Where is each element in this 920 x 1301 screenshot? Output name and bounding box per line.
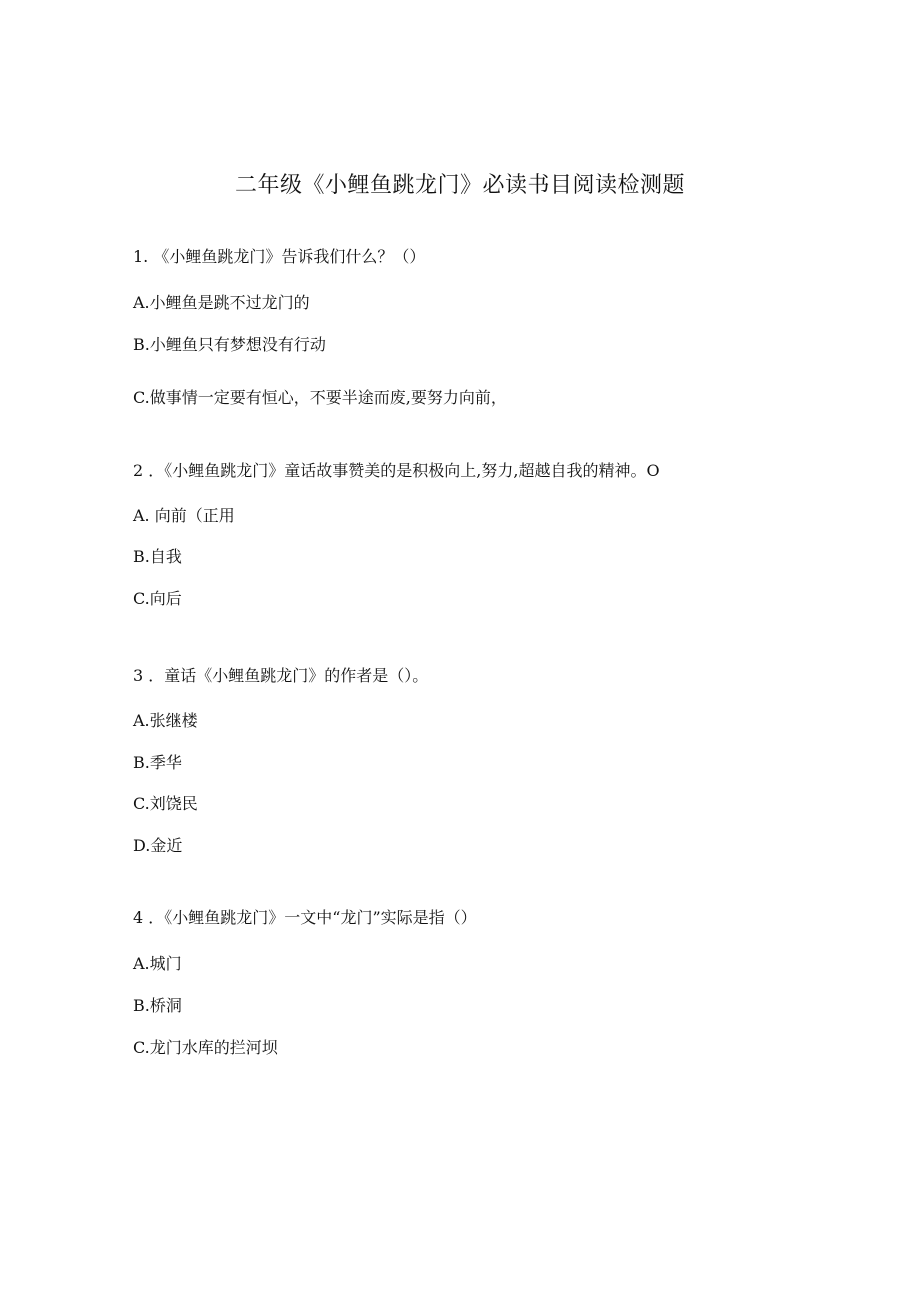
question-2-stem: 2 ．《小鲤鱼跳龙门》童话故事赞美的是积极向上,努力,超越自我的精神。O	[133, 461, 660, 480]
question-1-stem: 1. 《小鲤鱼跳龙门》告诉我们什么？（）	[133, 247, 426, 266]
question-3-option-d: D.金近	[133, 836, 183, 855]
question-3-stem: 3 ．童话《小鲤鱼跳龙门》的作者是（）。	[133, 666, 429, 685]
question-3-option-c: C.刘饶民	[133, 794, 198, 813]
question-2-option-a: A. 向前（正用	[133, 506, 235, 525]
document-title: 二年级《小鲤鱼跳龙门》必读书目阅读检测题	[234, 173, 685, 198]
question-4-option-a: A.城门	[133, 954, 182, 973]
question-4-option-b: B.桥洞	[133, 996, 182, 1015]
question-3-option-a: A.张继楼	[133, 711, 198, 730]
question-1-option-b: B.小鲤鱼只有梦想没有行动	[133, 335, 326, 354]
question-2-option-c: C.向后	[133, 589, 182, 608]
question-1-option-c: C.做事情一定要有恒心，不要半途而废,要努力向前，	[133, 388, 507, 407]
question-3-option-b: B.季华	[133, 753, 182, 772]
question-1-option-a: A.小鲤鱼是跳不过龙门的	[133, 293, 310, 312]
question-2-option-b: B.自我	[133, 547, 182, 566]
question-4-stem: 4 ．《小鲤鱼跳龙门》一文中“龙门”实际是指（）	[133, 908, 477, 927]
question-4-option-c: C.龙门水库的拦河坝	[133, 1038, 278, 1057]
